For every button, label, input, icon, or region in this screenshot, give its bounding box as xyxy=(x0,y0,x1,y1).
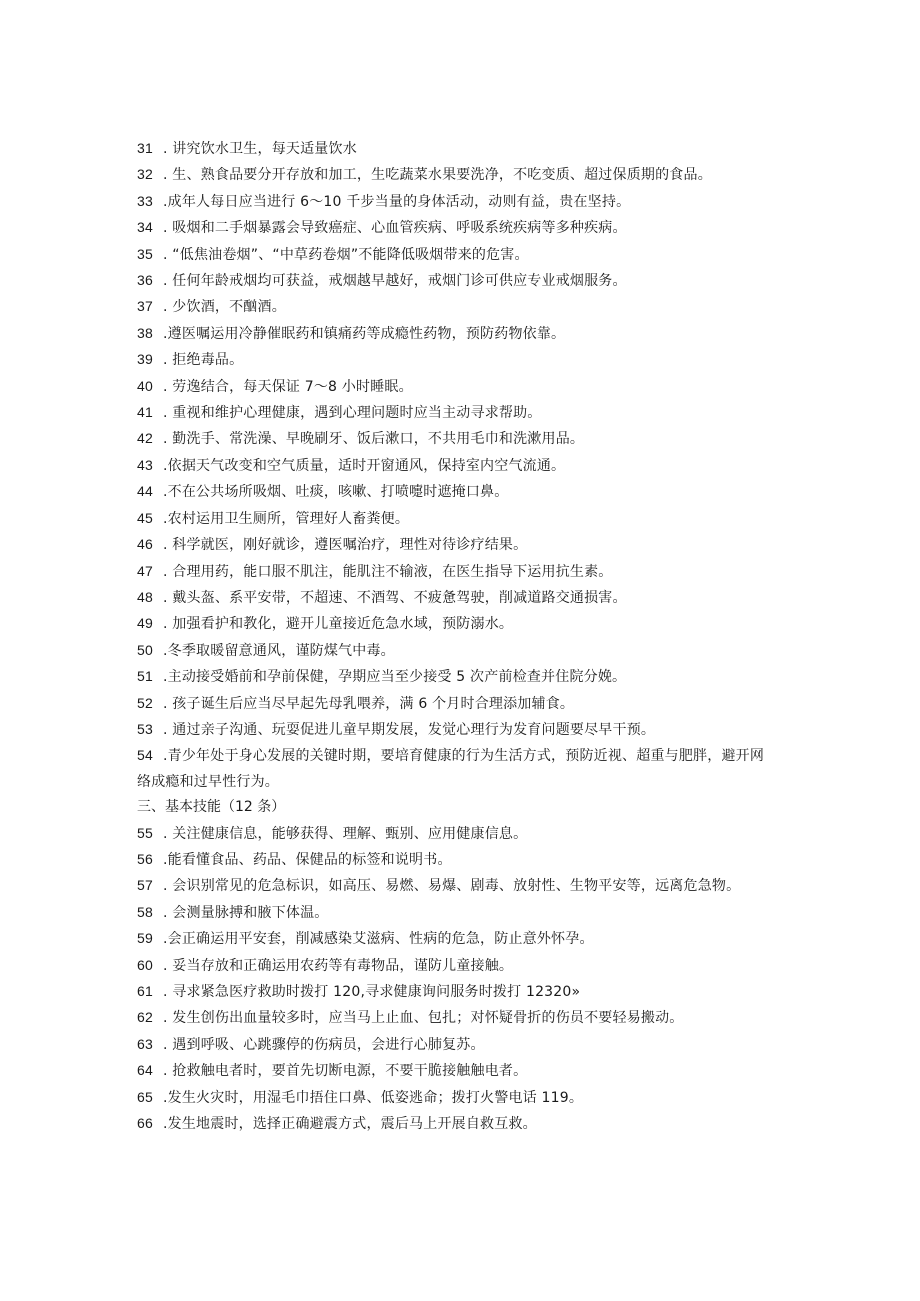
list-item xyxy=(137,1111,777,1137)
item-number: 66 xyxy=(137,1115,153,1132)
item-text: . 重视和维护心理健康，遇到心理问题时应当主动寻求帮助。 xyxy=(163,405,542,422)
item-number: 63 xyxy=(137,1035,153,1052)
list-item xyxy=(137,479,777,505)
item-text: . 会识别常见的危急标识，如高压、易燃、易爆、剧毒、放射性、生物平安等，远离危急物。 xyxy=(163,878,741,895)
item-number: 42 xyxy=(137,430,153,447)
item-number: 58 xyxy=(137,903,153,920)
item-text: . 勤洗手、常洗澡、早晚刷牙、饭后漱口，不共用毛巾和洗漱用品。 xyxy=(163,431,585,448)
item-number: 51 xyxy=(137,668,153,685)
list-item xyxy=(137,559,777,585)
list-item xyxy=(137,532,777,558)
item-number: 48 xyxy=(137,588,153,605)
item-text: . 遇到呼吸、心跳骤停的伤病员，会进行心肺复苏。 xyxy=(163,1036,485,1053)
list-item xyxy=(137,506,777,532)
item-text: . 吸烟和二手烟暴露会导致癌症、心血管疾病、呼吸系统疾病等多种疾病。 xyxy=(163,220,627,237)
item-text: .发生地震时，选择正确避震方式，震后马上开展自救互救。 xyxy=(163,1116,537,1133)
item-number: 64 xyxy=(137,1062,153,1079)
item-text: . 劳逸结合，每天保证 7～8 小时睡眠。 xyxy=(163,378,413,395)
list-item xyxy=(137,953,777,979)
item-text: .遵医嘱运用冷静催眠药和镇痛药等成瘾性药物，预防药物依靠。 xyxy=(163,325,566,342)
item-text: . 抢救触电者时，要首先切断电源，不要干脆接触触电者。 xyxy=(163,1063,528,1080)
list-item xyxy=(137,1058,777,1084)
item-number: 59 xyxy=(137,930,153,947)
item-number: 41 xyxy=(137,404,153,421)
list-item xyxy=(137,664,777,690)
item-number: 45 xyxy=(137,509,153,526)
item-text: .成年人每日应当进行 6～10 千步当量的身体活动，动则有益，贵在坚持。 xyxy=(163,193,631,210)
list-item xyxy=(137,242,777,268)
list-item xyxy=(137,162,777,188)
item-text: . 加强看护和教化，避开儿童接近危急水域，预防溺水。 xyxy=(163,616,514,633)
item-number: 57 xyxy=(137,877,153,894)
list-item xyxy=(137,926,777,952)
list-item xyxy=(137,691,777,717)
list-item xyxy=(137,294,777,320)
item-number: 44 xyxy=(137,483,153,500)
list-item xyxy=(137,979,777,1005)
list-item xyxy=(137,847,777,873)
item-text: . 通过亲子沟通、玩耍促进儿童早期发展，发觉心理行为发育问题要尽早干预。 xyxy=(163,721,656,738)
item-text: . “低焦油卷烟”、“中草药卷烟”不能降低吸烟带来的危害。 xyxy=(163,246,529,263)
item-text: . 讲究饮水卫生，每天适量饮水 xyxy=(163,141,357,157)
item-number: 52 xyxy=(137,694,153,711)
item-text: .青少年处于身心发展的关键时期，要培育健康的行为生活方式，预防近视、超重与肥胖，避开网络成瘾和过早性行为。 xyxy=(137,748,765,790)
item-number: 53 xyxy=(137,720,153,737)
item-text: .能看懂食品、药品、保健品的标签和说明书。 xyxy=(163,851,452,868)
item-text: . 妥当存放和正确运用农药等有毒物品，谨防儿童接触。 xyxy=(163,957,514,974)
item-number: 39 xyxy=(137,351,153,368)
list-item xyxy=(137,900,777,926)
item-number: 47 xyxy=(137,562,153,579)
item-text: .农村运用卫生厕所，管理好人畜粪便。 xyxy=(163,510,410,527)
list-item xyxy=(137,1005,777,1031)
item-text: . 孩子诞生后应当尽早起先母乳喂养，满 6 个月时合理添加辅食。 xyxy=(163,695,575,712)
list-item-57 xyxy=(137,873,777,899)
item-text: .依据天气改变和空气质量，适时开窗通风，保持室内空气流通。 xyxy=(163,457,566,474)
list-item xyxy=(137,638,777,664)
list-item xyxy=(137,347,777,373)
item-text: .主动接受婚前和孕前保健，孕期应当至少接受 5 次产前检查并住院分娩。 xyxy=(163,669,627,686)
item-text: . 科学就医，刚好就诊，遵医嘱治疗，理性对待诊疗结果。 xyxy=(163,537,528,554)
item-text: . 发生创伤出血量较多时，应当马上止血、包扎；对怀疑骨折的伤员不要轻易搬动。 xyxy=(163,1010,684,1027)
list-item xyxy=(137,321,777,347)
document-body xyxy=(137,136,777,1137)
list-item xyxy=(137,717,777,743)
list-item xyxy=(137,268,777,294)
item-number: 40 xyxy=(137,377,153,394)
section-heading: 三、基本技能（12 条） xyxy=(137,799,286,816)
item-number: 50 xyxy=(137,641,153,658)
list-item xyxy=(137,426,777,452)
list-item xyxy=(137,400,777,426)
item-number: 62 xyxy=(137,1009,153,1026)
item-number: 32 xyxy=(137,166,153,183)
list-item xyxy=(137,585,777,611)
item-text: . 戴头盔、系平安带，不超速、不酒驾、不疲惫驾驶，削减道路交通损害。 xyxy=(163,589,627,606)
list-item xyxy=(137,453,777,479)
list-item xyxy=(137,1085,777,1111)
item-number: 49 xyxy=(137,615,153,632)
item-text: .冬季取暖留意通风，谨防煤气中毒。 xyxy=(163,642,395,659)
list-item xyxy=(137,821,777,847)
skills-items-list-2 xyxy=(137,900,777,1138)
list-item xyxy=(137,611,777,637)
item-text: . 合理用药，能口服不肌注，能肌注不输液，在医生指导下运用抗生素。 xyxy=(163,563,613,580)
item-number: 65 xyxy=(137,1088,153,1105)
item-number: 43 xyxy=(137,456,153,473)
item-number: 60 xyxy=(137,956,153,973)
item-text: .会正确运用平安套，削减感染艾滋病、性病的危急，防止意外怀孕。 xyxy=(163,931,594,948)
list-item xyxy=(137,136,777,162)
list-item xyxy=(137,215,777,241)
item-text: . 拒绝毒品。 xyxy=(163,352,244,369)
item-text: . 生、熟食品要分开存放和加工，生吃蔬菜水果要洗净，不吃变质、超过保质期的食品。 xyxy=(163,167,712,184)
health-items-list xyxy=(137,136,777,743)
item-number: 35 xyxy=(137,245,153,262)
item-number: 37 xyxy=(137,298,153,315)
list-item xyxy=(137,374,777,400)
item-number: 38 xyxy=(137,324,153,341)
item-number: 61 xyxy=(137,983,153,999)
item-number: 54 xyxy=(137,747,153,764)
item-text: . 关注健康信息，能够获得、理解、甄别、应用健康信息。 xyxy=(163,825,528,842)
skills-items-list-1 xyxy=(137,821,777,874)
item-text: . 会测量脉搏和腋下体温。 xyxy=(163,904,329,921)
item-text: . 任何年龄戒烟均可获益，戒烟越早越好，戒烟门诊可供应专业戒烟服务。 xyxy=(163,273,627,290)
item-number: 36 xyxy=(137,272,153,289)
item-number: 46 xyxy=(137,536,153,553)
item-number: 56 xyxy=(137,850,153,867)
item-number: 33 xyxy=(137,192,153,209)
item-text: . 少饮酒，不酗酒。 xyxy=(163,299,286,316)
list-item xyxy=(137,1032,777,1058)
item-text: . 寻求紧急医疗救助时拨打 120,寻求健康询问服务时拨打 12320» xyxy=(163,984,581,1000)
item-number: 34 xyxy=(137,219,153,236)
item-number: 31 xyxy=(137,140,153,156)
list-item xyxy=(137,189,777,215)
item-text: .发生火灾时，用湿毛巾捂住口鼻、低姿逃命；拨打火警电话 119。 xyxy=(163,1089,584,1106)
item-text: .不在公共场所吸烟、吐痰，咳嗽、打喷嚏时遮掩口鼻。 xyxy=(163,484,509,501)
list-item-54 xyxy=(137,743,777,795)
item-number: 55 xyxy=(137,824,153,841)
